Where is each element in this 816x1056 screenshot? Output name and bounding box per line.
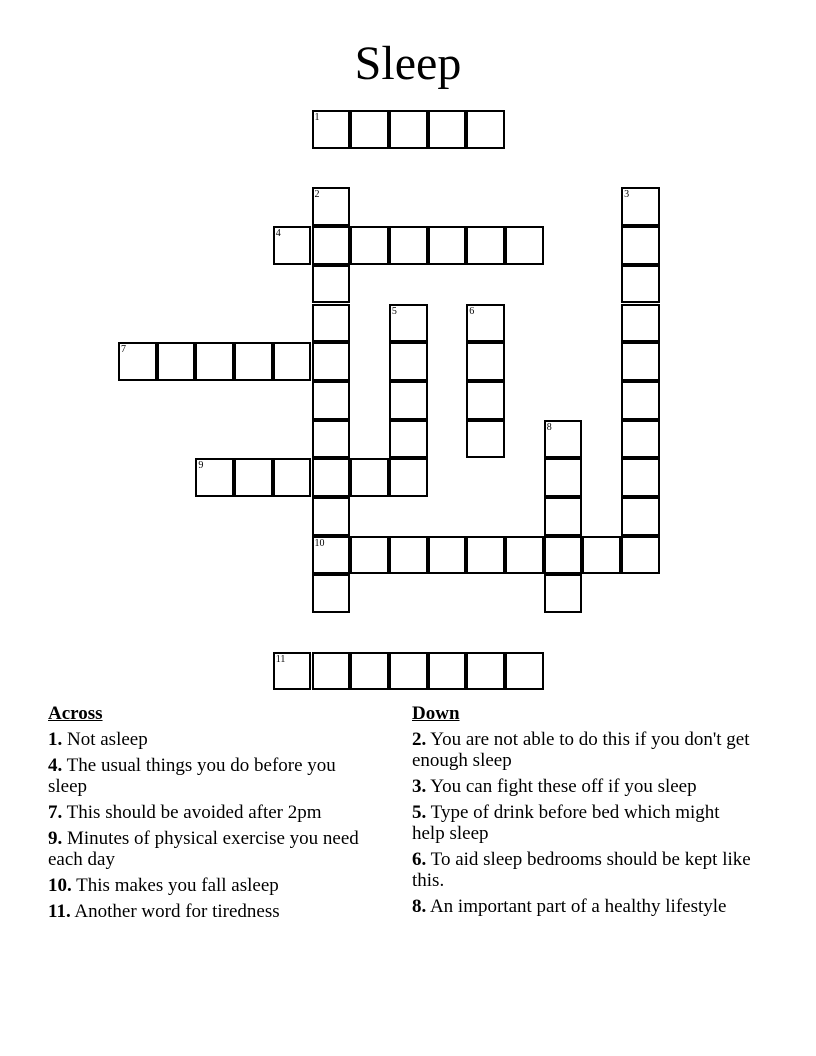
letter-input[interactable] xyxy=(546,538,581,573)
letter-input[interactable] xyxy=(468,344,503,379)
letter-input[interactable] xyxy=(314,654,349,689)
letter-input[interactable] xyxy=(236,460,271,495)
letter-input[interactable] xyxy=(314,460,349,495)
grid-cell[interactable] xyxy=(621,536,660,575)
clue-text: Type of drink before bed which might help sleep xyxy=(412,802,720,844)
grid-cell[interactable] xyxy=(466,536,505,575)
letter-input[interactable] xyxy=(507,654,542,689)
grid-cell[interactable] xyxy=(428,110,467,149)
letter-input[interactable] xyxy=(623,460,658,495)
grid-cell[interactable] xyxy=(389,458,428,497)
grid-cell[interactable] xyxy=(350,458,389,497)
clue-number: 10. xyxy=(48,875,72,896)
letter-input[interactable] xyxy=(430,654,465,689)
grid-cell[interactable] xyxy=(234,342,273,381)
grid-cell[interactable] xyxy=(312,342,351,381)
grid-cell[interactable] xyxy=(273,652,312,691)
grid-cell[interactable] xyxy=(389,652,428,691)
letter-input[interactable] xyxy=(623,499,658,534)
letter-input[interactable] xyxy=(159,344,194,379)
grid-cell[interactable] xyxy=(621,497,660,536)
letter-input[interactable] xyxy=(275,228,310,263)
clue-down-3 xyxy=(412,776,752,797)
grid-cell[interactable] xyxy=(389,226,428,265)
clue-number-label: 6 xyxy=(469,305,475,317)
clue-number-label: 2 xyxy=(314,189,320,201)
letter-input[interactable] xyxy=(468,654,503,689)
grid-cell[interactable] xyxy=(118,342,157,381)
letter-input[interactable] xyxy=(623,383,658,418)
letter-input[interactable] xyxy=(391,654,426,689)
letter-input[interactable] xyxy=(391,344,426,379)
letter-input[interactable] xyxy=(430,228,465,263)
clue-across-11 xyxy=(48,901,378,922)
letter-input[interactable] xyxy=(314,228,349,263)
down-clues xyxy=(412,703,752,922)
grid-cell[interactable] xyxy=(466,304,505,343)
clue-number-label: 8 xyxy=(546,421,552,433)
clue-number: 7. xyxy=(48,802,63,823)
clue-text: Minutes of physical exercise you need each day xyxy=(48,828,359,870)
letter-input[interactable] xyxy=(546,460,581,495)
letter-input[interactable] xyxy=(314,112,349,147)
grid-cell[interactable] xyxy=(350,110,389,149)
letter-input[interactable] xyxy=(314,538,349,573)
grid-cell[interactable] xyxy=(312,304,351,343)
grid-cell[interactable] xyxy=(389,304,428,343)
letter-input[interactable] xyxy=(314,189,349,224)
clue-down-2 xyxy=(412,729,752,771)
clue-number-label: 4 xyxy=(275,228,281,240)
clue-number-label: 5 xyxy=(391,305,397,317)
clue-number-label: 3 xyxy=(624,189,630,201)
clue-text: This should be avoided after 2pm xyxy=(66,802,322,823)
letter-input[interactable] xyxy=(623,228,658,263)
grid-cell[interactable] xyxy=(350,226,389,265)
clue-down-5 xyxy=(412,802,752,844)
grid-cell[interactable] xyxy=(621,226,660,265)
letter-input[interactable] xyxy=(468,422,503,457)
grid-cell[interactable] xyxy=(582,536,621,575)
letter-input[interactable] xyxy=(391,422,426,457)
grid-cell[interactable] xyxy=(466,226,505,265)
clue-number: 1. xyxy=(48,729,63,750)
clue-text: The usual things you do before you sleep xyxy=(48,755,336,797)
letter-input[interactable] xyxy=(314,306,349,341)
grid-cell[interactable] xyxy=(312,265,351,304)
grid-cell[interactable] xyxy=(621,342,660,381)
grid-cell[interactable] xyxy=(621,420,660,459)
clue-number-label: 1 xyxy=(314,112,320,123)
grid-cell[interactable] xyxy=(234,458,273,497)
clue-number-label: 10 xyxy=(314,537,325,549)
clue-number: 5. xyxy=(412,802,427,823)
letter-input[interactable] xyxy=(430,112,465,147)
letter-input[interactable] xyxy=(352,460,387,495)
grid-cell[interactable] xyxy=(312,652,351,691)
letter-input[interactable] xyxy=(623,344,658,379)
clue-number: 2. xyxy=(412,729,427,750)
clue-down-6 xyxy=(412,849,752,891)
grid-cell[interactable] xyxy=(312,497,351,536)
letter-input[interactable] xyxy=(468,228,503,263)
grid-cell[interactable] xyxy=(273,226,312,265)
letter-input[interactable] xyxy=(623,189,658,224)
letter-input[interactable] xyxy=(352,228,387,263)
letter-input[interactable] xyxy=(391,538,426,573)
letter-input[interactable] xyxy=(623,306,658,341)
grid-cell[interactable] xyxy=(389,110,428,149)
letter-input[interactable] xyxy=(275,460,310,495)
grid-cell[interactable] xyxy=(621,304,660,343)
letter-input[interactable] xyxy=(275,654,310,689)
grid-cell[interactable] xyxy=(505,536,544,575)
clue-number: 6. xyxy=(412,849,427,870)
grid-cell[interactable] xyxy=(350,536,389,575)
letter-input[interactable] xyxy=(314,499,349,534)
letter-input[interactable] xyxy=(236,344,271,379)
grid-cell[interactable] xyxy=(273,342,312,381)
letter-input[interactable] xyxy=(352,538,387,573)
letter-input[interactable] xyxy=(352,112,387,147)
letter-input[interactable] xyxy=(546,576,581,611)
grid-cell[interactable] xyxy=(544,536,583,575)
clue-across-10 xyxy=(48,875,378,896)
letter-input[interactable] xyxy=(468,538,503,573)
grid-cell[interactable] xyxy=(312,187,351,226)
down-heading: Down xyxy=(412,703,460,724)
clue-down-8 xyxy=(412,896,752,917)
letter-input[interactable] xyxy=(468,112,503,147)
across-clues xyxy=(48,703,378,927)
letter-input[interactable] xyxy=(430,538,465,573)
letter-input[interactable] xyxy=(623,538,658,573)
grid-cell[interactable] xyxy=(312,110,351,149)
grid-cell[interactable] xyxy=(195,342,234,381)
grid-cell[interactable] xyxy=(466,652,505,691)
grid-cell[interactable] xyxy=(312,381,351,420)
letter-input[interactable] xyxy=(391,383,426,418)
clue-number: 8. xyxy=(412,896,427,917)
clue-number: 11. xyxy=(48,901,71,922)
letter-input[interactable] xyxy=(391,460,426,495)
grid-cell[interactable] xyxy=(389,536,428,575)
grid-cell[interactable] xyxy=(544,458,583,497)
grid-cell[interactable] xyxy=(428,226,467,265)
grid-cell[interactable] xyxy=(312,458,351,497)
letter-input[interactable] xyxy=(197,460,232,495)
clue-across-1 xyxy=(48,729,378,750)
grid-cell[interactable] xyxy=(505,226,544,265)
grid-cell[interactable] xyxy=(621,381,660,420)
grid-cell[interactable] xyxy=(466,420,505,459)
letter-input[interactable] xyxy=(507,538,542,573)
clue-across-9 xyxy=(48,828,378,870)
clue-text: You can fight these off if you sleep xyxy=(430,776,697,797)
grid-cell[interactable] xyxy=(544,497,583,536)
grid-cell[interactable] xyxy=(389,342,428,381)
clue-number: 3. xyxy=(412,776,427,797)
grid-cell[interactable] xyxy=(466,342,505,381)
letter-input[interactable] xyxy=(275,344,310,379)
clue-text: To aid sleep bedrooms should be kept like this. xyxy=(412,849,751,891)
letter-input[interactable] xyxy=(314,422,349,457)
letter-input[interactable] xyxy=(314,576,349,611)
letter-input[interactable] xyxy=(314,383,349,418)
grid-cell[interactable] xyxy=(312,226,351,265)
grid-cell[interactable] xyxy=(157,342,196,381)
grid-cell[interactable] xyxy=(312,574,351,613)
letter-input[interactable] xyxy=(584,538,619,573)
letter-input[interactable] xyxy=(546,422,581,457)
letter-input[interactable] xyxy=(623,422,658,457)
grid-cell[interactable] xyxy=(389,420,428,459)
grid-cell[interactable] xyxy=(621,458,660,497)
clue-number-label: 11 xyxy=(275,653,286,665)
letter-input[interactable] xyxy=(197,344,232,379)
across-heading: Across xyxy=(48,703,103,724)
letter-input[interactable] xyxy=(314,267,349,302)
grid-cell[interactable] xyxy=(466,110,505,149)
grid-cell[interactable] xyxy=(428,536,467,575)
grid-cell[interactable] xyxy=(312,536,351,575)
clue-across-4 xyxy=(48,755,378,797)
grid-cell[interactable] xyxy=(466,381,505,420)
letter-input[interactable] xyxy=(507,228,542,263)
clue-number: 4. xyxy=(48,755,63,776)
clue-text: An important part of a healthy lifestyle xyxy=(429,896,727,917)
clue-number: 9. xyxy=(48,828,63,849)
clue-text: You are not able to do this if you don't get enough sleep xyxy=(412,729,750,771)
clue-text: Another word for tiredness xyxy=(74,901,280,922)
grid-cell[interactable] xyxy=(544,574,583,613)
clue-across-7 xyxy=(48,802,378,823)
grid-cell[interactable] xyxy=(273,458,312,497)
grid-cell[interactable] xyxy=(428,652,467,691)
clue-text: Not asleep xyxy=(67,729,148,750)
grid-cell[interactable] xyxy=(312,420,351,459)
letter-input[interactable] xyxy=(468,383,503,418)
grid-cell[interactable] xyxy=(505,652,544,691)
letter-input[interactable] xyxy=(391,228,426,263)
letter-input[interactable] xyxy=(120,344,155,379)
letter-input[interactable] xyxy=(314,344,349,379)
letter-input[interactable] xyxy=(352,654,387,689)
letter-input[interactable] xyxy=(391,112,426,147)
grid-cell[interactable] xyxy=(389,381,428,420)
grid-cell[interactable] xyxy=(621,187,660,226)
letter-input[interactable] xyxy=(468,306,503,341)
grid-cell[interactable] xyxy=(621,265,660,304)
letter-input[interactable] xyxy=(546,499,581,534)
grid-cell[interactable] xyxy=(195,458,234,497)
puzzle-title: Sleep xyxy=(354,37,462,90)
grid-cell[interactable] xyxy=(350,652,389,691)
clue-number-label: 7 xyxy=(121,344,126,356)
clue-text: This makes you fall asleep xyxy=(76,875,279,896)
clue-number-label: 9 xyxy=(198,460,204,472)
grid-cell[interactable] xyxy=(544,420,583,459)
letter-input[interactable] xyxy=(391,306,426,341)
letter-input[interactable] xyxy=(623,267,658,302)
